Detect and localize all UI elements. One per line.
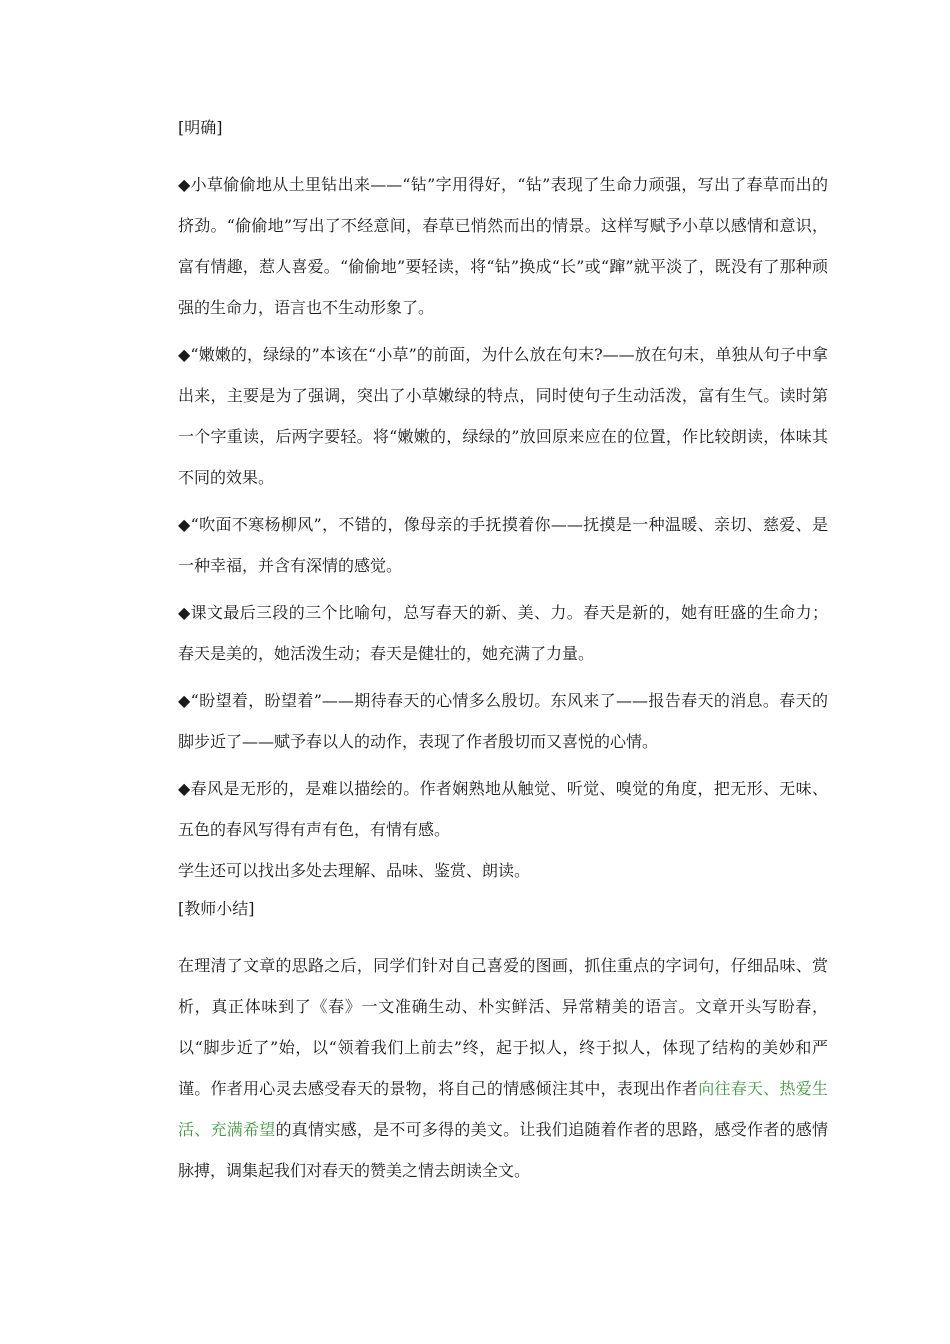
analysis-paragraph: ◆春风是无形的，是难以描绘的。作者娴熟地从触觉、听觉、嗅觉的角度，把无形、无味、五色的春风写得有声有色，有情有感。 (178, 779, 828, 839)
document-page (178, 118, 828, 1197)
analysis-paragraph: ◆“吹面不寒杨柳风”，不错的，像母亲的手抚摸着你——抚摸是一种温暖、亲切、慈爱、是一种幸福，并含有深情的感觉。 (178, 515, 828, 575)
summary-highlight: 向往春天、热爱生活、充满希望 (178, 1079, 828, 1139)
section-heading-clarify: [明确] (178, 118, 223, 137)
summary-text-after: 的真情实感，是不可多得的美文。让我们追随着作者的思路，感受作者的感情脉搏，调集起我们对春天的赞美之情去朗读全文。 (178, 1120, 828, 1180)
analysis-paragraph: ◆小草偷偷地从土里钻出来——“钻”字用得好，“钻”表现了生命力顽强，写出了春草而出的挤劲。“偷偷地”写出了不经意间，春草已悄然而出的情景。这样写赋予小草以感情和意识，富有情趣，惹人喜爱。“偷偷地”要轻读，将“钻”换成“长”或“蹿”就平淡了，既没有了那种顽强的生命力，语言也不生动形象了。 (178, 175, 828, 317)
summary-text-before: 在理清了文章的思路之后，同学们针对自己喜爱的图画，抓住重点的字词句，仔细品味、赏析，真正体味到了《春》一文准确生动、朴实鲜活、异常精美的语言。文章开头写盼春，以“脚步近了”始，以“领着我们上前去”终，起于拟人，终于拟人，体现了结构的美妙和严谨。作者用心灵去感受春天的景物，将自己的情感倾注其中，表现出作者 (178, 956, 828, 1098)
closing-note: 学生还可以找出多处去理解、品味、鉴赏、朗读。 (178, 861, 531, 880)
analysis-paragraph: ◆“盼望着，盼望着”——期待春天的心情多么殷切。东风来了——报告春天的消息。春天的脚步近了——赋予春以人的动作，表现了作者殷切而又喜悦的心情。 (178, 691, 828, 751)
analysis-paragraph: ◆课文最后三段的三个比喻句，总写春天的新、美、力。春天是新的，她有旺盛的生命力；春天是美的，她活泼生动；春天是健壮的，她充满了力量。 (178, 603, 828, 663)
section-heading-teacher-summary: [教师小结] (178, 899, 255, 918)
summary-paragraph (178, 945, 828, 1191)
analysis-paragraph: ◆“嫩嫩的，绿绿的”本该在“小草”的前面，为什么放在句末?——放在句末，单独从句子中拿出来，主要是为了强调，突出了小草嫩绿的特点，同时使句子生动活泼，富有生气。读时第一个字重读，后两字要轻。将“嫩嫩的，绿绿的”放回原来应在的位置，作比较朗读，体味其不同的效果。 (178, 345, 828, 487)
